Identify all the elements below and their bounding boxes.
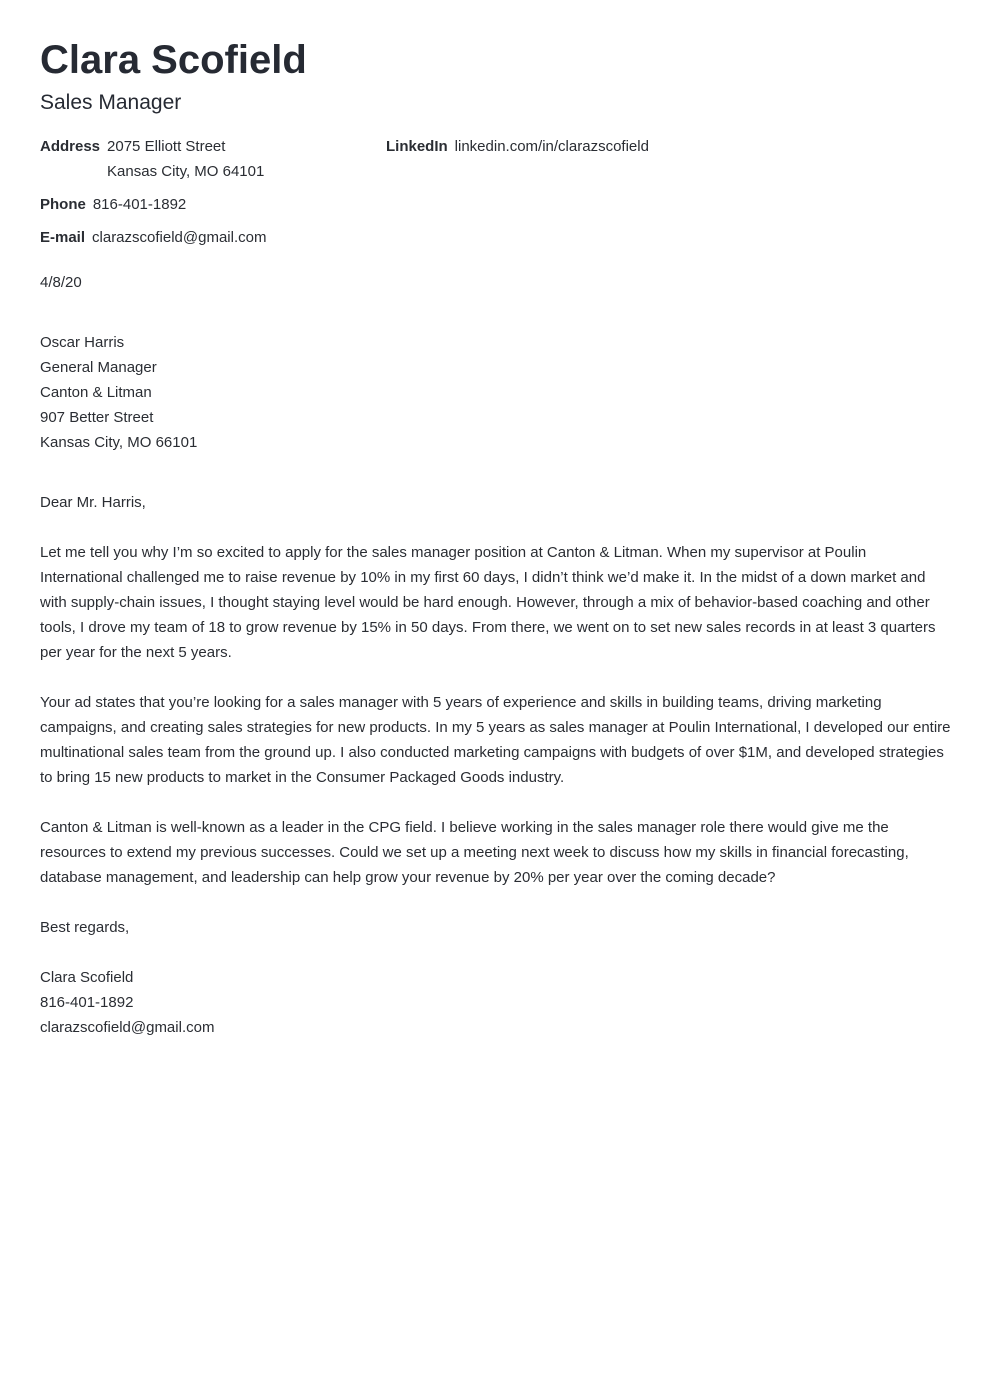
contact-phone <box>40 192 186 217</box>
contact-address <box>40 134 264 184</box>
recipient-position: General Manager <box>40 359 157 376</box>
applicant-name: Clara Scofield <box>40 38 307 82</box>
address-value <box>107 134 264 184</box>
closing: Best regards, <box>40 919 130 936</box>
recipient-block <box>40 330 197 455</box>
address-label: Address <box>40 138 101 155</box>
phone-label: Phone <box>40 196 86 213</box>
letter-paragraph: Canton & Litman is well-known as a leader in the CPG field. I believe working in the sales manager role there would give me the resources to extend my previous successes. Could we set up a meeting next week to discuss how my skills in financial forecasting, database management, and leadership can help grow your revenue by 20% per year over the coming decade? <box>40 819 909 886</box>
phone-value: 816-401-1892 <box>92 196 187 213</box>
salutation: Dear Mr. Harris, <box>40 494 146 511</box>
recipient-city: Kansas City, MO 66101 <box>40 434 198 451</box>
address-line-2: Kansas City, MO 64101 <box>107 163 265 180</box>
applicant-title: Sales Manager <box>40 91 182 114</box>
contact-linkedin <box>386 134 649 159</box>
signature-phone: 816-401-1892 <box>40 994 134 1011</box>
linkedin-link[interactable]: linkedin.com/in/clarazscofield <box>454 138 649 155</box>
contact-email <box>40 225 266 250</box>
signature-block <box>40 965 952 1040</box>
email-label: E-mail <box>40 229 86 246</box>
email-link[interactable]: clarazscofield@gmail.com <box>92 229 267 246</box>
recipient-street: 907 Better Street <box>40 409 154 426</box>
signature-email: clarazscofield@gmail.com <box>40 1019 215 1036</box>
address-line-1: 2075 Elliott Street <box>107 138 226 155</box>
letter-date: 4/8/20 <box>40 274 82 291</box>
letter-body <box>40 490 952 1040</box>
letter-paragraph: Let me tell you why I’m so excited to apply for the sales manager position at Canton & Litman. When my supervisor at Poulin International challenged me to raise revenue by 10% in my first 60 days, I didn’t think we’d make it. In the midst of a down market and with supply-chain issues, I thought staying level would be hard enough. However, through a mix of behavior-based coaching and other tools, I drove my team of 18 to grow revenue by 15% in 50 days. From there, we went on to set new sales records in at least 3 quarters per year for the next 5 years. <box>40 544 936 661</box>
recipient-company: Canton & Litman <box>40 384 152 401</box>
recipient-name: Oscar Harris <box>40 334 125 351</box>
letter-paragraph: Your ad states that you’re looking for a sales manager with 5 years of experience and skills in building teams, driving marketing campaigns, and creating sales strategies for new products. In my 5 years as sales manager at Poulin International, I developed our entire multinational sales team from the ground up. I also conducted marketing campaigns with budgets of over $1M, and developed strategies to bring 15 new products to market in the Consumer Packaged Goods industry. <box>40 694 951 786</box>
linkedin-label: LinkedIn <box>386 138 448 155</box>
signature-name: Clara Scofield <box>40 969 134 986</box>
